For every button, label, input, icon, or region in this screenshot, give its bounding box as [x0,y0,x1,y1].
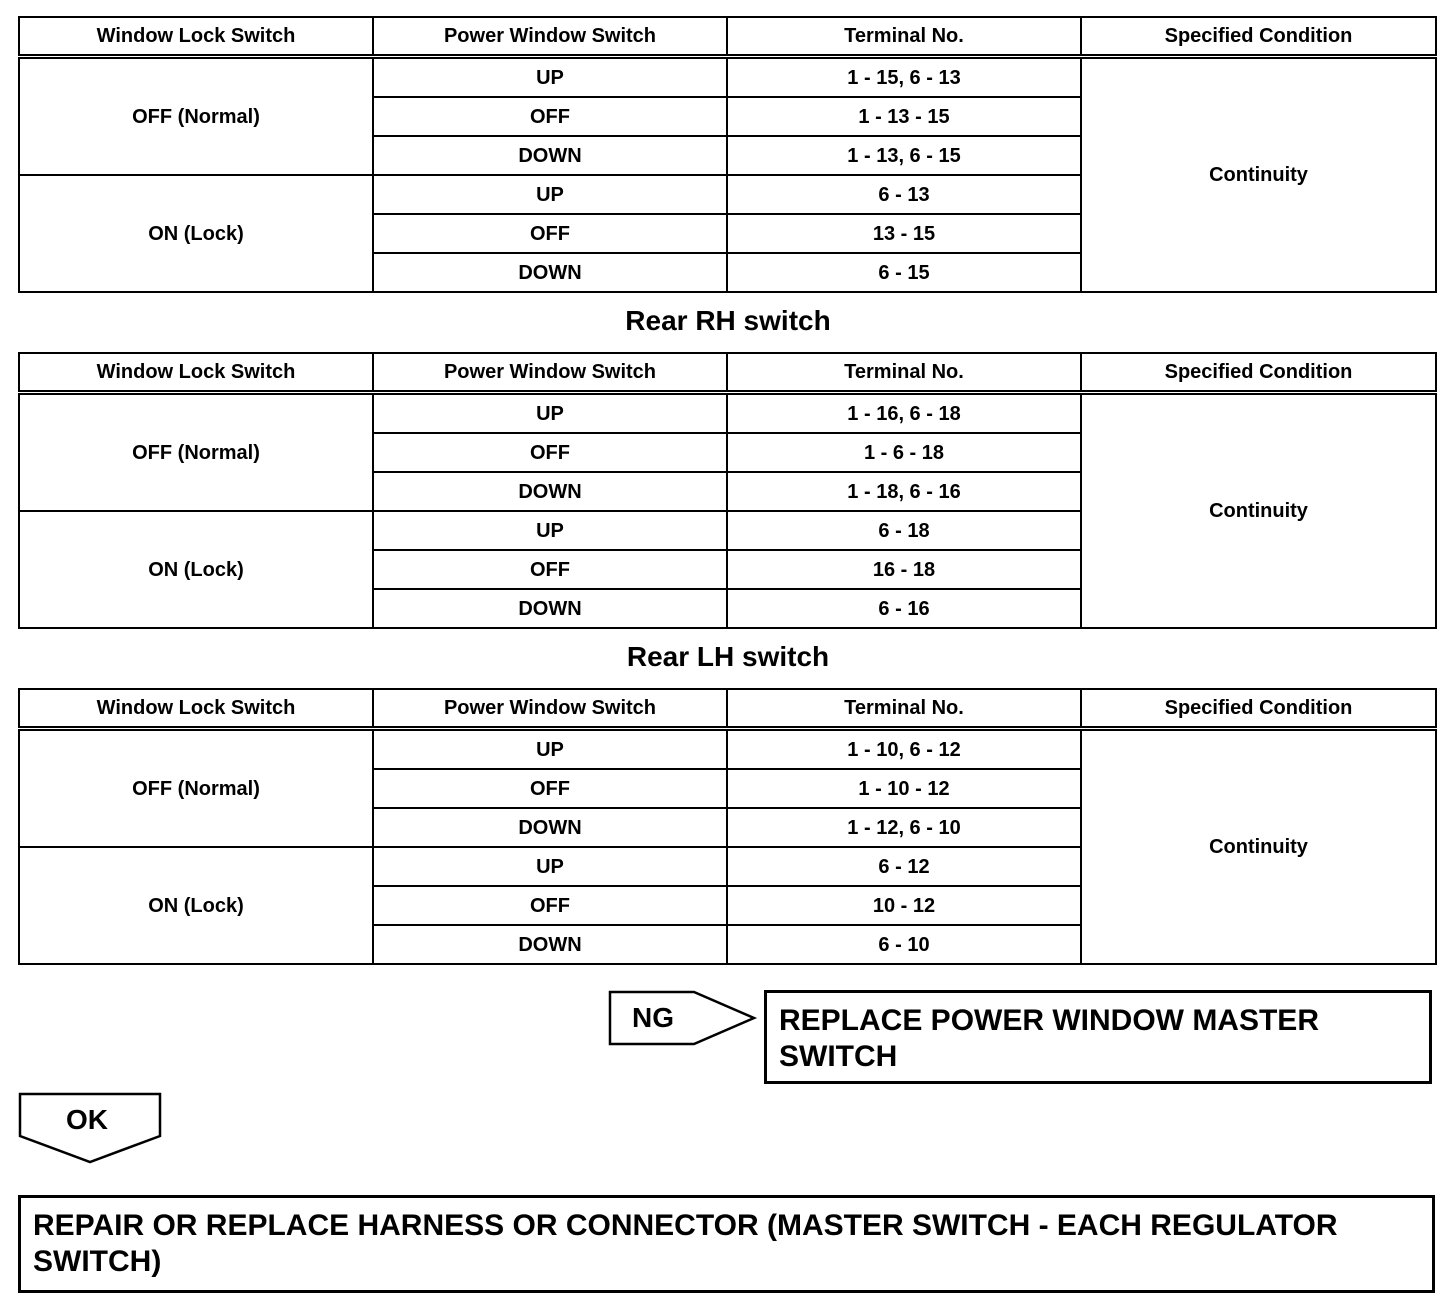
rear-lh-title: Rear LH switch [626,641,830,672]
lock-state-cell: OFF (Normal) [19,57,373,176]
terminal-cell: 1 - 16, 6 - 18 [727,393,1081,434]
header-specified-condition: Specified Condition [1081,689,1436,729]
lock-state-cell: ON (Lock) [19,511,373,628]
ng-action-line2: SWITCH [779,1040,898,1073]
rear-lh-switch-table [18,688,1437,965]
switch-position-cell: UP [373,511,727,550]
header-power-window-switch: Power Window Switch [373,689,727,729]
table-header-row [19,353,1436,393]
terminal-cell: 1 - 6 - 18 [727,433,1081,472]
switch-position-cell: UP [373,729,727,770]
ok-action-box [18,1195,1435,1293]
terminal-cell: 1 - 12, 6 - 10 [727,808,1081,847]
lock-state-cell: OFF (Normal) [19,393,373,512]
rear-rh-switch-table [18,352,1437,629]
header-power-window-switch: Power Window Switch [373,17,727,57]
lock-state-cell: ON (Lock) [19,847,373,964]
header-window-lock-switch: Window Lock Switch [19,353,373,393]
switch-position-cell: DOWN [373,925,727,964]
switch-position-cell: OFF [373,886,727,925]
lock-state-cell: OFF (Normal) [19,729,373,848]
switch-position-cell: DOWN [373,253,727,292]
terminal-cell: 6 - 10 [727,925,1081,964]
ok-action-line2: SWITCH) [33,1245,162,1278]
switch-position-cell: OFF [373,433,727,472]
terminal-cell: 6 - 18 [727,511,1081,550]
terminal-cell: 1 - 18, 6 - 16 [727,472,1081,511]
table-row [19,729,1436,770]
terminal-cell: 1 - 13, 6 - 15 [727,136,1081,175]
switch-position-cell: DOWN [373,808,727,847]
ok-label: OK [66,1104,108,1135]
terminal-cell: 16 - 18 [727,550,1081,589]
switch-position-cell: OFF [373,214,727,253]
switch-position-cell: OFF [373,769,727,808]
rear-rh-title: Rear RH switch [625,305,831,336]
header-window-lock-switch: Window Lock Switch [19,689,373,729]
condition-cell: Continuity [1081,57,1436,293]
switch-position-cell: DOWN [373,136,727,175]
switch-position-cell: UP [373,175,727,214]
ng-arrow-icon [608,990,758,1046]
switch-position-cell: DOWN [373,589,727,628]
table-row [19,393,1436,434]
ng-action-line1: REPLACE POWER WINDOW MASTER [779,1004,1319,1037]
switch-position-cell: UP [373,847,727,886]
front-passenger-switch-table [18,16,1437,293]
terminal-cell: 1 - 10, 6 - 12 [727,729,1081,770]
switch-position-cell: OFF [373,550,727,589]
terminal-cell: 6 - 13 [727,175,1081,214]
switch-position-cell: DOWN [373,472,727,511]
header-window-lock-switch: Window Lock Switch [19,17,373,57]
ng-label: NG [632,1002,674,1033]
switch-position-cell: UP [373,57,727,98]
condition-cell: Continuity [1081,393,1436,629]
terminal-cell: 6 - 12 [727,847,1081,886]
header-terminal-no: Terminal No. [727,689,1081,729]
table-row [19,57,1436,98]
header-specified-condition: Specified Condition [1081,353,1436,393]
terminal-cell: 6 - 15 [727,253,1081,292]
header-terminal-no: Terminal No. [727,353,1081,393]
header-terminal-no: Terminal No. [727,17,1081,57]
table-header-row [19,17,1436,57]
terminal-cell: 1 - 13 - 15 [727,97,1081,136]
header-specified-condition: Specified Condition [1081,17,1436,57]
table-header-row [19,689,1436,729]
ok-action-line1: REPAIR OR REPLACE HARNESS OR CONNECTOR (MASTER SWITCH - EACH REGULATOR [33,1209,1338,1242]
terminal-cell: 10 - 12 [727,886,1081,925]
lock-state-cell: ON (Lock) [19,175,373,292]
condition-cell: Continuity [1081,729,1436,965]
switch-position-cell: UP [373,393,727,434]
terminal-cell: 1 - 15, 6 - 13 [727,57,1081,98]
terminal-cell: 6 - 16 [727,589,1081,628]
switch-position-cell: OFF [373,97,727,136]
header-power-window-switch: Power Window Switch [373,353,727,393]
terminal-cell: 1 - 10 - 12 [727,769,1081,808]
ng-action-box [764,990,1432,1084]
terminal-cell: 13 - 15 [727,214,1081,253]
